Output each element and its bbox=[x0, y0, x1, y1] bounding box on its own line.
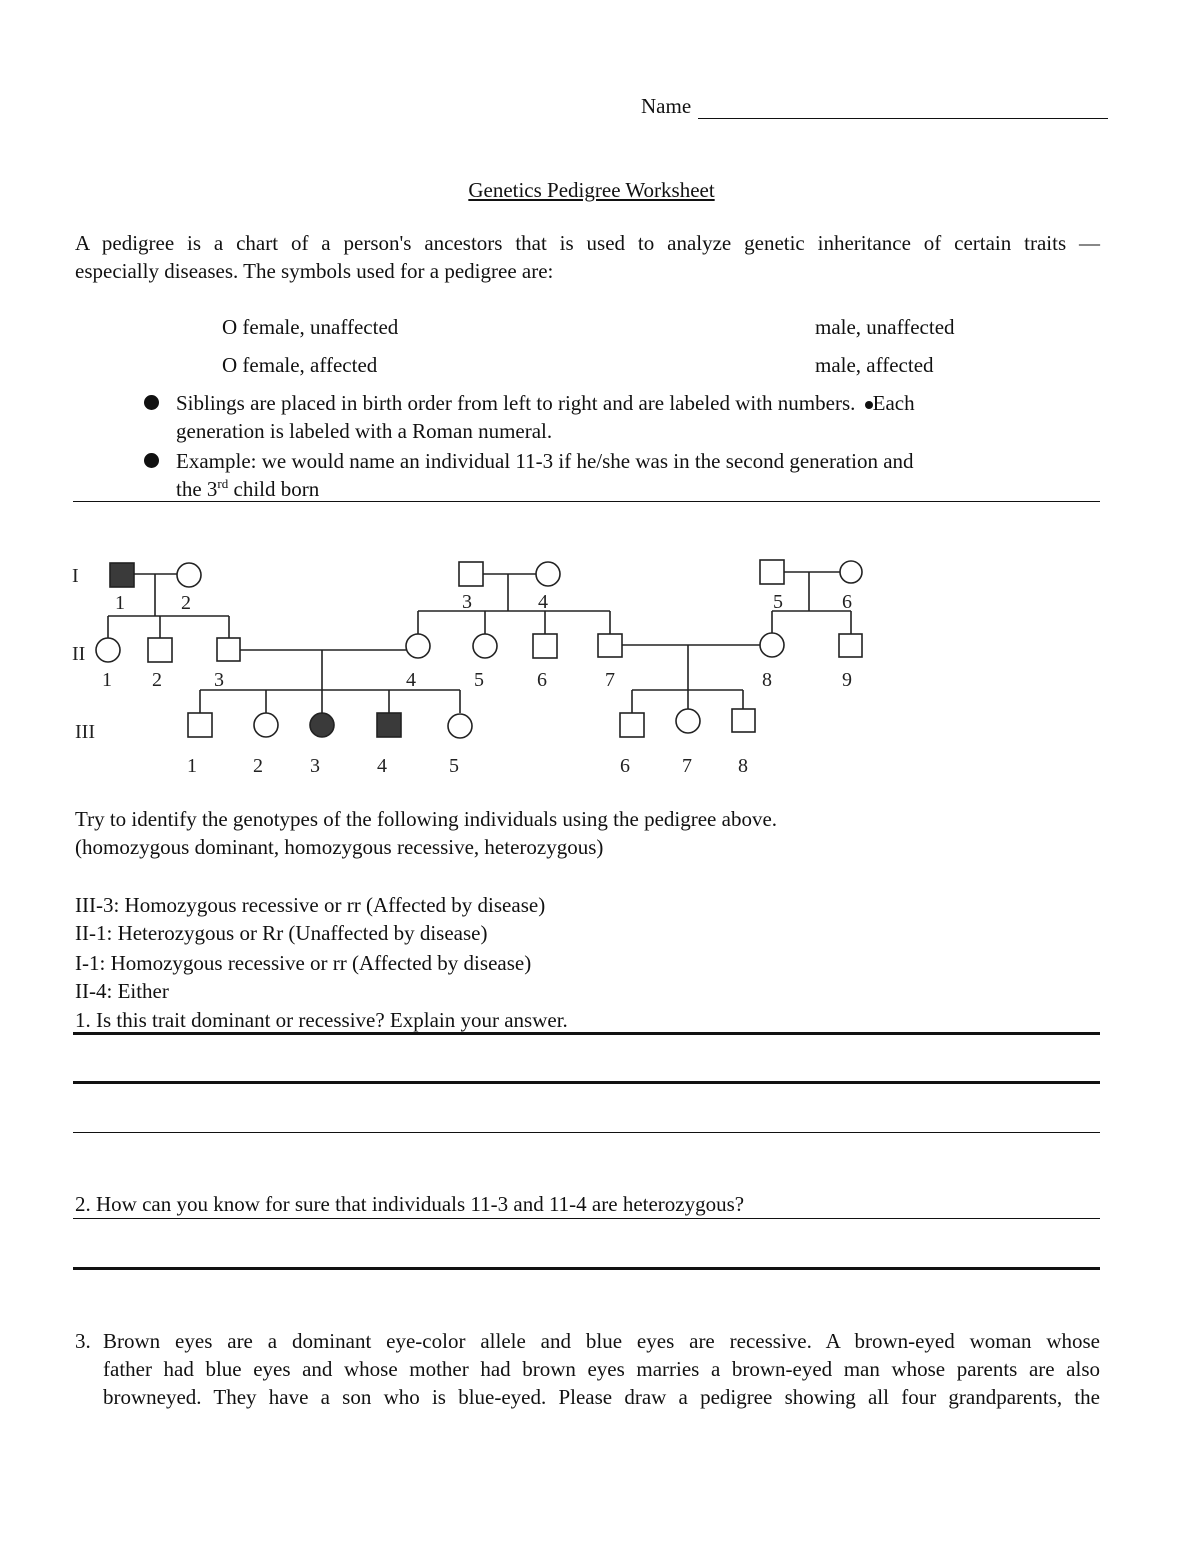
generation-label-I: I bbox=[72, 565, 79, 587]
legend-female-affected: O female, affected bbox=[222, 353, 378, 377]
individual-II-3-male bbox=[217, 638, 240, 661]
question-3-number: 3. bbox=[75, 1329, 91, 1353]
individual-I-5-male bbox=[760, 560, 784, 584]
number-I-6: 6 bbox=[842, 591, 852, 613]
number-I-2: 2 bbox=[181, 592, 191, 614]
number-II-8: 8 bbox=[762, 669, 772, 691]
individual-I-1-affected-male bbox=[110, 563, 134, 587]
individual-I-3-male bbox=[459, 562, 483, 586]
question-3-line-3: browneyed. They have a son who is blue-eyed. Please draw a pedigree showing all four grandparents, the bbox=[103, 1385, 1100, 1409]
page-title: Genetics Pedigree Worksheet bbox=[468, 178, 715, 202]
intro-line-1: A pedigree is a chart of a person's ancestors that is used to analyze genetic inheritance of certain traits — bbox=[75, 231, 1100, 255]
prompt-line-2: (homozygous dominant, homozygous recessive, heterozygous) bbox=[75, 835, 604, 859]
bullet-2-line-2-pre: the 3 bbox=[176, 477, 218, 501]
answer-line[interactable] bbox=[73, 1267, 1100, 1270]
number-I-1: 1 bbox=[115, 592, 125, 614]
individual-II-8-female bbox=[760, 633, 784, 657]
number-I-4: 4 bbox=[538, 591, 548, 613]
individual-III-8-male bbox=[732, 709, 755, 732]
number-I-5: 5 bbox=[773, 591, 783, 613]
answer-I-1: I-1: Homozygous recessive or rr (Affected by disease) bbox=[75, 951, 532, 975]
question-1: 1. Is this trait dominant or recessive? Explain your answer. bbox=[75, 1008, 568, 1032]
legend-female-unaffected: O female, unaffected bbox=[222, 315, 399, 339]
number-III-7: 7 bbox=[682, 755, 692, 777]
individual-I-2-female bbox=[177, 563, 201, 587]
answer-II-4: II-4: Either bbox=[75, 979, 169, 1003]
bullet-1-tail: Each bbox=[872, 391, 915, 415]
number-II-1: 1 bbox=[102, 669, 112, 691]
answer-line[interactable] bbox=[73, 1132, 1100, 1133]
question-3-line-1: Brown eyes are a dominant eye-color allele and blue eyes are recessive. A brown-eyed woman whose bbox=[103, 1329, 1100, 1353]
number-III-4: 4 bbox=[377, 755, 387, 777]
number-III-6: 6 bbox=[620, 755, 630, 777]
individual-III-1-male bbox=[188, 713, 212, 737]
prompt-line-1: Try to identify the genotypes of the following individuals using the pedigree above. bbox=[75, 807, 778, 831]
number-II-5: 5 bbox=[474, 669, 484, 691]
individual-II-6-male bbox=[533, 634, 557, 658]
number-II-6: 6 bbox=[537, 669, 547, 691]
legend-male-affected: male, affected bbox=[815, 353, 934, 377]
legend-male-unaffected: male, unaffected bbox=[815, 315, 955, 339]
number-II-4: 4 bbox=[406, 669, 416, 691]
individual-I-4-female bbox=[536, 562, 560, 586]
number-III-8: 8 bbox=[738, 755, 748, 777]
answer-III-3: III-3: Homozygous recessive or rr (Affected by disease) bbox=[75, 893, 546, 917]
number-III-3: 3 bbox=[310, 755, 320, 777]
individual-II-4-female bbox=[406, 634, 430, 658]
individual-II-5-female bbox=[473, 634, 497, 658]
individual-III-2-female bbox=[254, 713, 278, 737]
answer-line[interactable] bbox=[73, 1081, 1100, 1084]
generation-label-II: II bbox=[72, 643, 86, 665]
answer-II-1: II-1: Heterozygous or Rr (Unaffected by disease) bbox=[75, 921, 488, 945]
bullet-2-text: Example: we would name an individual 11-3 if he/she was in the second generation and bbox=[176, 449, 914, 473]
answer-line[interactable] bbox=[73, 1032, 1100, 1035]
question-3-line-2: father had blue eyes and whose mother had brown eyes marries a brown-eyed man whose parents are also bbox=[103, 1357, 1100, 1381]
number-III-1: 1 bbox=[187, 755, 197, 777]
individual-III-6-male bbox=[620, 713, 644, 737]
number-I-3: 3 bbox=[462, 591, 472, 613]
bullet-2-line-2-post: child born bbox=[228, 477, 320, 501]
generation-label-III: III bbox=[75, 721, 95, 743]
question-2: 2. How can you know for sure that individuals 11-3 and 11-4 are heterozygous? bbox=[75, 1192, 745, 1216]
individual-III-4-affected-male bbox=[377, 713, 401, 737]
bullet-1-line-2: generation is labeled with a Roman numeral. bbox=[176, 419, 553, 443]
individual-II-2-male bbox=[148, 638, 172, 662]
number-II-2: 2 bbox=[152, 669, 162, 691]
intro-line-2: especially diseases. The symbols used for a pedigree are: bbox=[75, 259, 554, 283]
individual-II-1-female bbox=[96, 638, 120, 662]
number-II-3: 3 bbox=[214, 669, 224, 691]
name-label: Name bbox=[641, 94, 692, 118]
number-II-7: 7 bbox=[605, 669, 615, 691]
number-III-5: 5 bbox=[449, 755, 459, 777]
individual-III-3-affected-female bbox=[310, 713, 334, 737]
individual-II-7-male bbox=[598, 634, 622, 657]
individual-III-5-female bbox=[448, 714, 472, 738]
number-III-2: 2 bbox=[253, 755, 263, 777]
answer-line[interactable] bbox=[73, 1218, 1100, 1219]
individual-II-9-male bbox=[839, 634, 862, 657]
ordinal-suffix: rd bbox=[217, 476, 229, 491]
individual-III-7-female bbox=[676, 709, 700, 733]
bullet-1-text: Siblings are placed in birth order from left to right and are labeled with numbers. bbox=[176, 391, 856, 415]
individual-I-6-female bbox=[840, 561, 862, 583]
number-II-9: 9 bbox=[842, 669, 852, 691]
